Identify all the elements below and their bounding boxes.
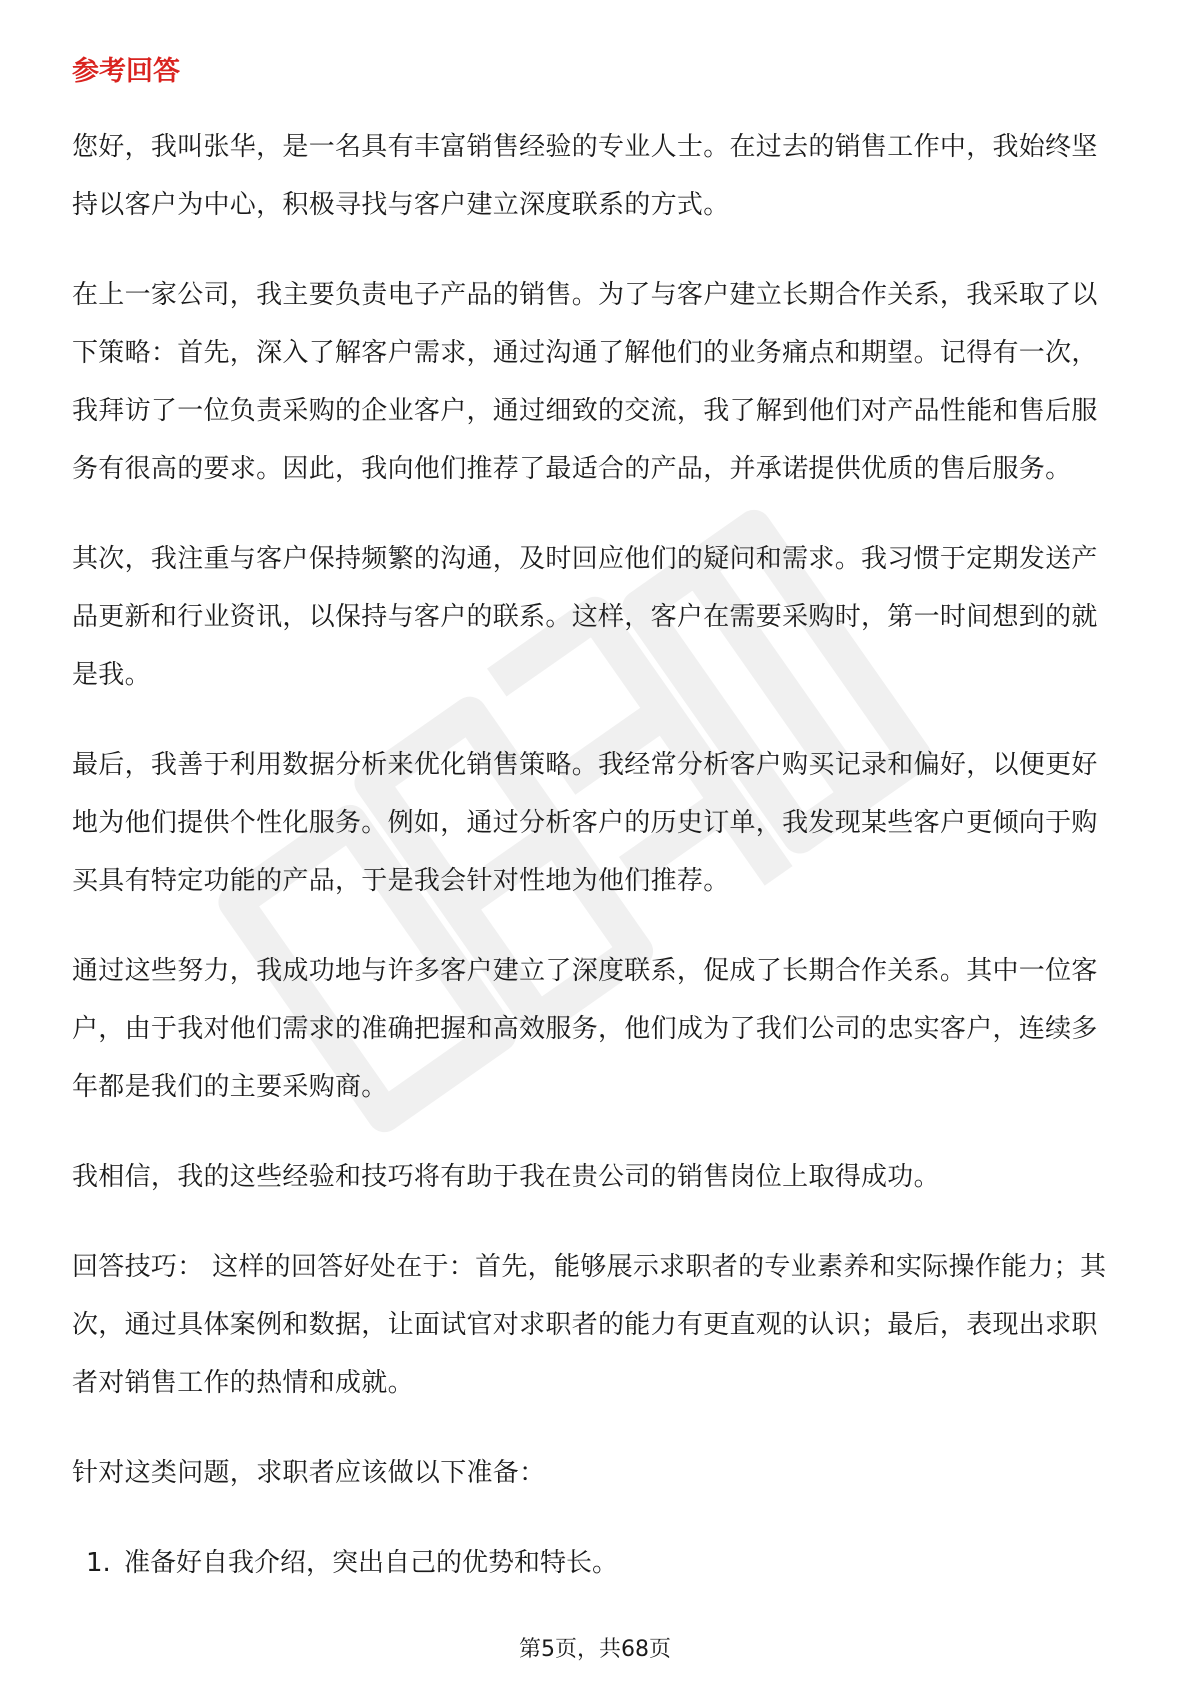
- paragraph-results: 通过这些努力，我成功地与许多客户建立了深度联系，促成了长期合作关系。其中一位客户，由于我对他们需求的准确把握和高效服务，他们成为了我们公司的忠实客户，连续多年都是我们的主要采购商。: [72, 956, 1098, 1102]
- list-item-text: 准备好自我介绍，突出自己的优势和特长。: [124, 1548, 619, 1578]
- paragraph-strategy: 在上一家公司，我主要负责电子产品的销售。为了与客户建立长期合作关系，我采取了以下策略：首先，深入了解客户需求，通过沟通了解他们的业务痛点和期望。记得有一次，我拜访了一位负责采购的企业客户，通过细致的交流，我了解到他们对产品性能和售后服务有很高的要求。因此，我向他们推荐了最适合的产品，并承诺提供优质的售后服务。: [72, 280, 1098, 484]
- paragraph-communication: 其次，我注重与客户保持频繁的沟通，及时回应他们的疑问和需求。我习惯于定期发送产品更新和行业资讯，以保持与客户的联系。这样，客户在需要采购时，第一时间想到的就是我。: [72, 544, 1098, 690]
- paragraph-answer-tips: 回答技巧： 这样的回答好处在于：首先，能够展示求职者的专业素养和实际操作能力；其次，通过具体案例和数据，让面试官对求职者的能力有更直观的认识；最后，表现出求职者对销售工作的热情和成就。: [72, 1252, 1107, 1398]
- answer-content: [72, 118, 1122, 1592]
- list-item: [72, 1534, 1122, 1592]
- paragraph-data-analysis: 最后，我善于利用数据分析来优化销售策略。我经常分析客户购买记录和偏好，以便更好地为他们提供个性化服务。例如，通过分析客户的历史订单，我发现某些客户更倾向于购买具有特定功能的产品，于是我会针对性地为他们推荐。: [72, 750, 1098, 896]
- preparation-list: [72, 1534, 1122, 1592]
- paragraph-preparation-intro: 针对这类问题，求职者应该做以下准备：: [72, 1458, 546, 1488]
- paragraph-intro: 您好，我叫张华，是一名具有丰富销售经验的专业人士。在过去的销售工作中，我始终坚持以客户为中心，积极寻找与客户建立深度联系的方式。: [72, 132, 1098, 220]
- paragraph-conclusion: 我相信，我的这些经验和技巧将有助于我在贵公司的销售岗位上取得成功。: [72, 1162, 940, 1192]
- page-footer: 第5页，共68页: [519, 1637, 671, 1662]
- list-item-number: 1.: [86, 1548, 111, 1578]
- section-title: 参考回答: [72, 56, 180, 87]
